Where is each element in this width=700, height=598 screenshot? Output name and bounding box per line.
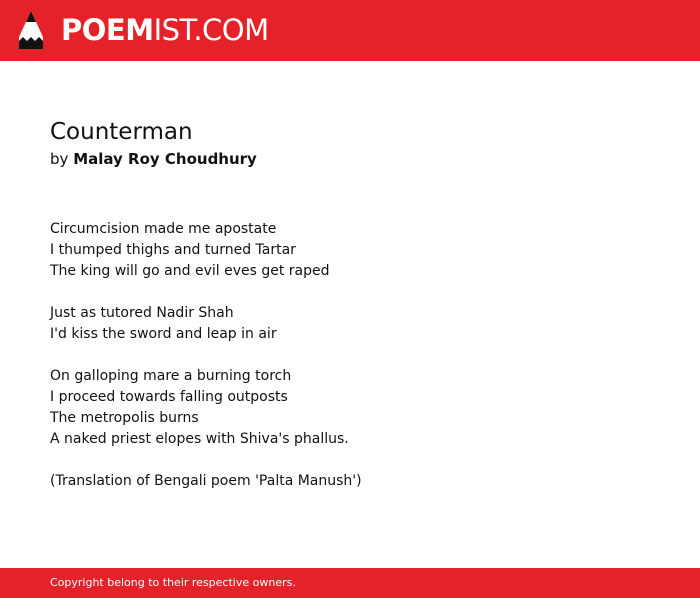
byline-prefix: by [50,150,69,168]
brand-bold-text: POEM [61,13,154,47]
site-brand-link[interactable] [61,12,269,48]
stanza-1 [50,219,670,282]
poem-body [50,219,670,492]
poem-line: On galloping mare a burning torch [50,368,292,384]
pencil-tip-icon[interactable] [16,9,46,53]
stanza-3 [50,366,670,450]
poem-line: Just as tutored Nadir Shah [50,305,234,321]
brand-light-text: IST.COM [153,13,269,47]
poem-line: Circumcision made me apostate [50,221,277,237]
translation-note: (Translation of Bengali poem 'Palta Manush') [50,473,362,489]
poem-line: I thumped thighs and turned Tartar [50,242,296,258]
poem-line: A naked priest elopes with Shiva's phallus. [50,431,349,447]
site-header [0,0,700,61]
poem-title: Counterman [50,119,193,145]
poem-line: I proceed towards falling outposts [50,389,288,405]
site-footer [0,568,700,598]
author-link[interactable]: Malay Roy Choudhury [73,150,257,168]
poem-line: The metropolis burns [50,410,199,426]
poem-line: The king will go and evil eves get raped [50,263,330,279]
copyright-text: Copyright belong to their respective owners. [50,576,296,589]
stanza-2 [50,303,670,345]
byline [50,148,257,170]
poem-line: I'd kiss the sword and leap in air [50,326,277,342]
